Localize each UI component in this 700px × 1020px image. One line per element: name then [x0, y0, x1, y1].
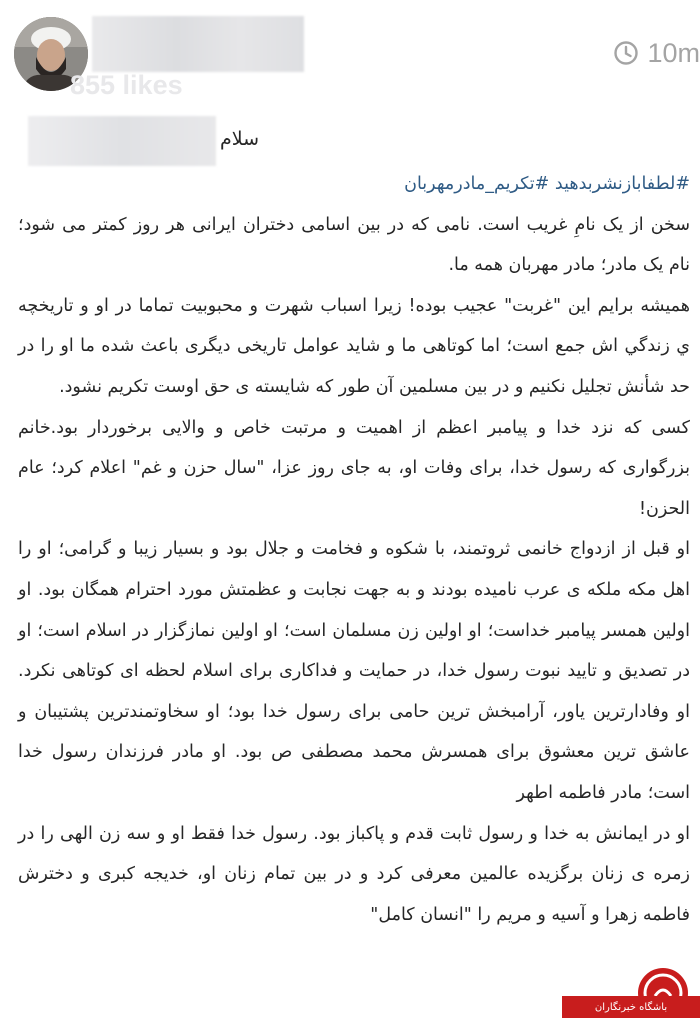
caption-paragraph: سخن از یک نامِ غریب است. نامی که در بین اسامی دختران ایرانی هر روز کمتر می شود؛ نام یک مادر؛ مادر مهربان همه ما. [18, 214, 690, 276]
hashtags[interactable]: #لطفابازنشربدهید #تکریم_مادرمهربان [404, 174, 690, 194]
caption-paragraph: او قبل از ازدواج خانمی ثروتمند، با شکوه و فخامت و جلال بود و بسیار زیبا و گرامی؛ او را اهل مکه ملکه ی عرب نامیده بودند و به جهت نجابت و عظمتش مورد احترام همگان بود. او اولین همسر پیامبر خداست؛ او اولین زن مسلمان است؛ او اولین نمازگزار در اسلام است؛ او در تصدیق و تایید نبوت رسول خدا، در حمایت و فداکاری برای اسلام لحظه ای کوتاهی نکرد. او وفادارترین یاور، آرامبخش ترین حامی برای رسول خدا بود؛ او سخاوتمندترین پشتیبان و عاشق ترین معشوق برای همسرش محمد مصطفی ص بود. او مادر فرزندان رسول خدا است؛ مادر فاطمه اطهر [18, 539, 690, 803]
post-caption [18, 164, 690, 935]
caption-paragraph: همیشه برایم این "غربت" عجیب بوده! زیرا اسباب شهرت و محبوبیت تماما در او و تاریخچه ي زندگي اش جمع است؛ اما کوتاهی ما و شاید عوامل تاریخی دیگری باعث شده ما او را در حد شأنش تجلیل نکنیم و در بین مسلمین آن طور که شایسته ی حق اوست تکریم نشود. [18, 295, 690, 397]
greeting-text: سلام [220, 128, 260, 150]
clock-icon [613, 40, 639, 66]
mention-blurred[interactable] [28, 116, 216, 166]
time-label: 10m [647, 37, 700, 68]
watermark-text: باشگاه خبرنگاران [562, 996, 700, 1018]
caption-paragraph: کسی که نزد خدا و پیامبر اعظم از اهمیت و مرتبت خاص و والایی برخوردار بود.خانم بزرگواری که رسول خدا، برای وفات او، به جای روز عزا، "سال حزن و غم" اعلام کرد؛ عام الحزن! [18, 417, 690, 519]
post-header [0, 0, 700, 108]
greeting-row [0, 112, 700, 168]
username-blurred[interactable] [92, 16, 304, 72]
post-time [613, 38, 700, 68]
watermark [562, 966, 700, 1020]
caption-paragraph: او در ایمانش به خدا و رسول ثابت قدم و پاکباز بود. رسول خدا فقط او و سه زن الهی را در زمره ی زنان برگزیده عالمین معرفی کرد و در بین تمام زنان او، خدیجه کبری و دخترش فاطمه زهرا و آسیه و مریم را "انسان کامل" [18, 823, 690, 925]
likes-count[interactable]: 855 likes [70, 70, 183, 100]
